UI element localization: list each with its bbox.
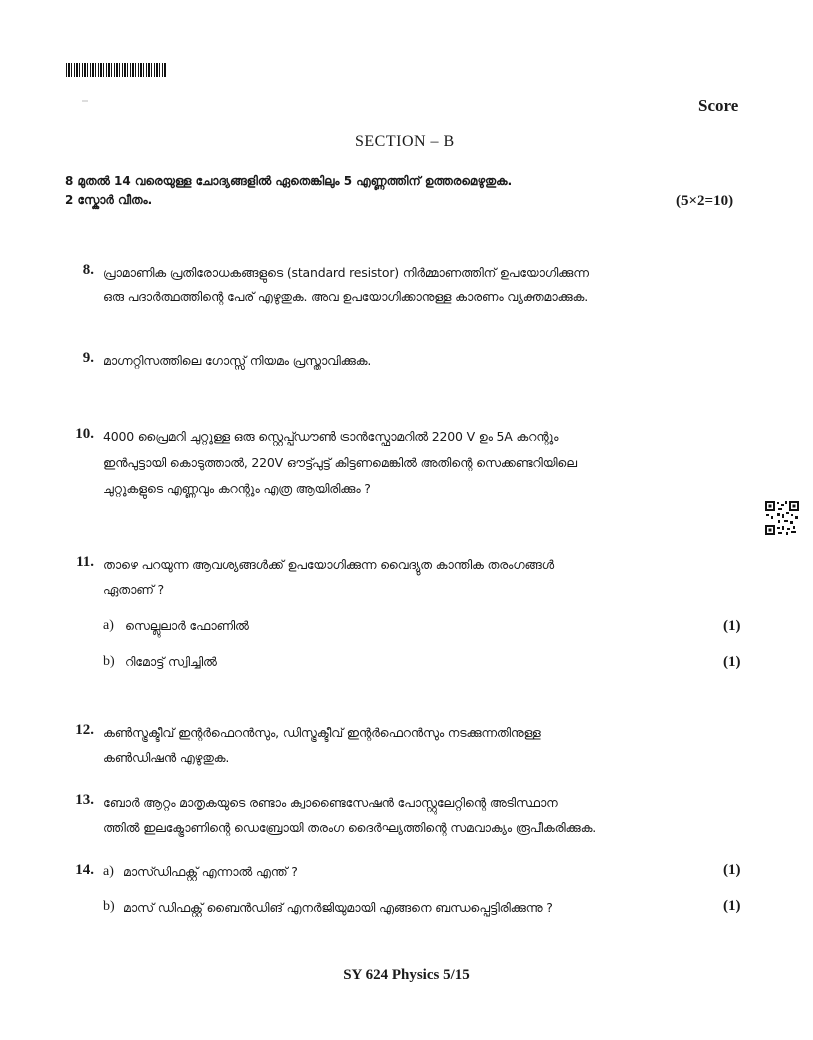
question-11-a-label: a)	[103, 618, 114, 633]
question-12-line-1: കൺസ്ട്രക്ടീവ് ഇന്റർഫെറൻസും, ഡിസ്ട്രക്ടീവ് ഇന്റർഫെറൻസും നടക്കുന്നതിനുള്ള	[103, 725, 541, 740]
page-footer: SY 624 Physics 5/15	[343, 967, 470, 983]
question-13-line-2: ത്തിൽ ഇലക്ട്രോണിന്റെ ഡെബ്രോയി തരംഗ ദൈർഘ്യത്തിന്റെ സമവാക്യം രൂപീകരിക്കുക.	[103, 820, 597, 835]
question-14-a-mark: (1)	[723, 862, 741, 878]
question-11-a-text: സെല്ലുലാർ ഫോണിൽ	[125, 618, 249, 633]
question-11-b-text: റിമോട്ട് സ്വിച്ചിൽ	[125, 654, 217, 669]
question-14-a-text: മാസ്ഡിഫക്റ്റ് എന്നാൽ എന്ത് ?	[123, 864, 298, 879]
question-10-line-3: ചുറ്റുകളുടെ എണ്ണവും കറന്റും എത്ര ആയിരിക്കും ?	[103, 481, 371, 496]
question-number-14: 14.	[75, 862, 94, 878]
question-14-b-text: മാസ് ഡിഫക്റ്റ് ബൈൻഡിങ് എനർജിയുമായി എങ്ങനെ ബന്ധപ്പെട്ടിരിക്കുന്നു ?	[123, 900, 553, 915]
scan-mark	[82, 100, 88, 102]
question-8-line-1: പ്രാമാണിക പ്രതിരോധകങ്ങളുടെ (standard resistor) നിർമ്മാണത്തിന് ഉപയോഗിക്കുന്ന	[103, 265, 589, 280]
barcode	[66, 63, 166, 77]
score-label: Score	[698, 96, 739, 115]
question-11-line-2: ഏതാണ് ?	[103, 582, 164, 597]
question-8-line-2: ഒരു പദാർത്ഥത്തിന്റെ പേര് എഴുതുക. അവ ഉപയോഗിക്കാനുള്ള കാരണം വ്യക്തമാക്കുക.	[103, 289, 588, 304]
question-number-11: 11.	[76, 554, 94, 570]
question-14-a-label: a)	[103, 864, 114, 879]
section-title: SECTION – B	[355, 133, 455, 150]
question-11-b-label: b)	[103, 654, 115, 669]
question-number-13: 13.	[75, 792, 94, 808]
instruction-line-1: 8 മുതൽ 14 വരെയുള്ള ചോദ്യങ്ങളിൽ ഏതെങ്കിലും 5 എണ്ണത്തിന് ഉത്തരമെഴുതുക.	[65, 174, 513, 188]
question-10-line-2: ഇൻപുട്ടായി കൊടുത്താൽ, 220V ഔട്ട്പുട്ട് കിട്ടണമെങ്കിൽ അതിന്റെ സെക്കണ്ടറിയിലെ	[103, 455, 577, 470]
question-14-b-label: b)	[103, 899, 115, 914]
question-14-b-mark: (1)	[723, 898, 741, 914]
question-9-line-1: മാഗ്നറ്റിസത്തിലെ ഗോസ്സ് നിയമം പ്രസ്താവിക്കുക.	[103, 353, 372, 368]
question-11-line-1: താഴെ പറയുന്ന ആവശ്യങ്ങൾക്ക് ഉപയോഗിക്കുന്ന വൈദ്യുത കാന്തിക തരംഗങ്ങൾ	[103, 557, 554, 572]
total-marks: (5×2=10)	[676, 193, 734, 209]
question-number-12: 12.	[75, 722, 94, 738]
question-number-10: 10.	[75, 426, 94, 442]
question-number-9: 9.	[82, 350, 94, 366]
question-10-line-1: 4000 പ്രൈമറി ചുറ്റുള്ള ഒരു സ്റ്റെപ്പ്ഡൗൺ ട്രാൻസ്ഫോമറിൽ 2200 V ഉം 5A കറന്റും	[103, 429, 559, 444]
question-12-line-2: കൺഡിഷൻ എഴുതുക.	[103, 750, 230, 765]
question-13-line-1: ബോർ ആറ്റം മാതൃകയുടെ രണ്ടാം ക്വാണ്ടൈസേഷൻ പോസ്റ്റുലേറ്റിന്റെ അടിസ്ഥാന	[103, 795, 558, 810]
question-11-b-mark: (1)	[723, 654, 741, 670]
instruction-line-2: 2 സ്കോർ വീതം.	[65, 193, 153, 207]
qr-code-icon	[764, 500, 800, 536]
question-11-a-mark: (1)	[723, 618, 741, 634]
question-number-8: 8.	[82, 262, 94, 278]
